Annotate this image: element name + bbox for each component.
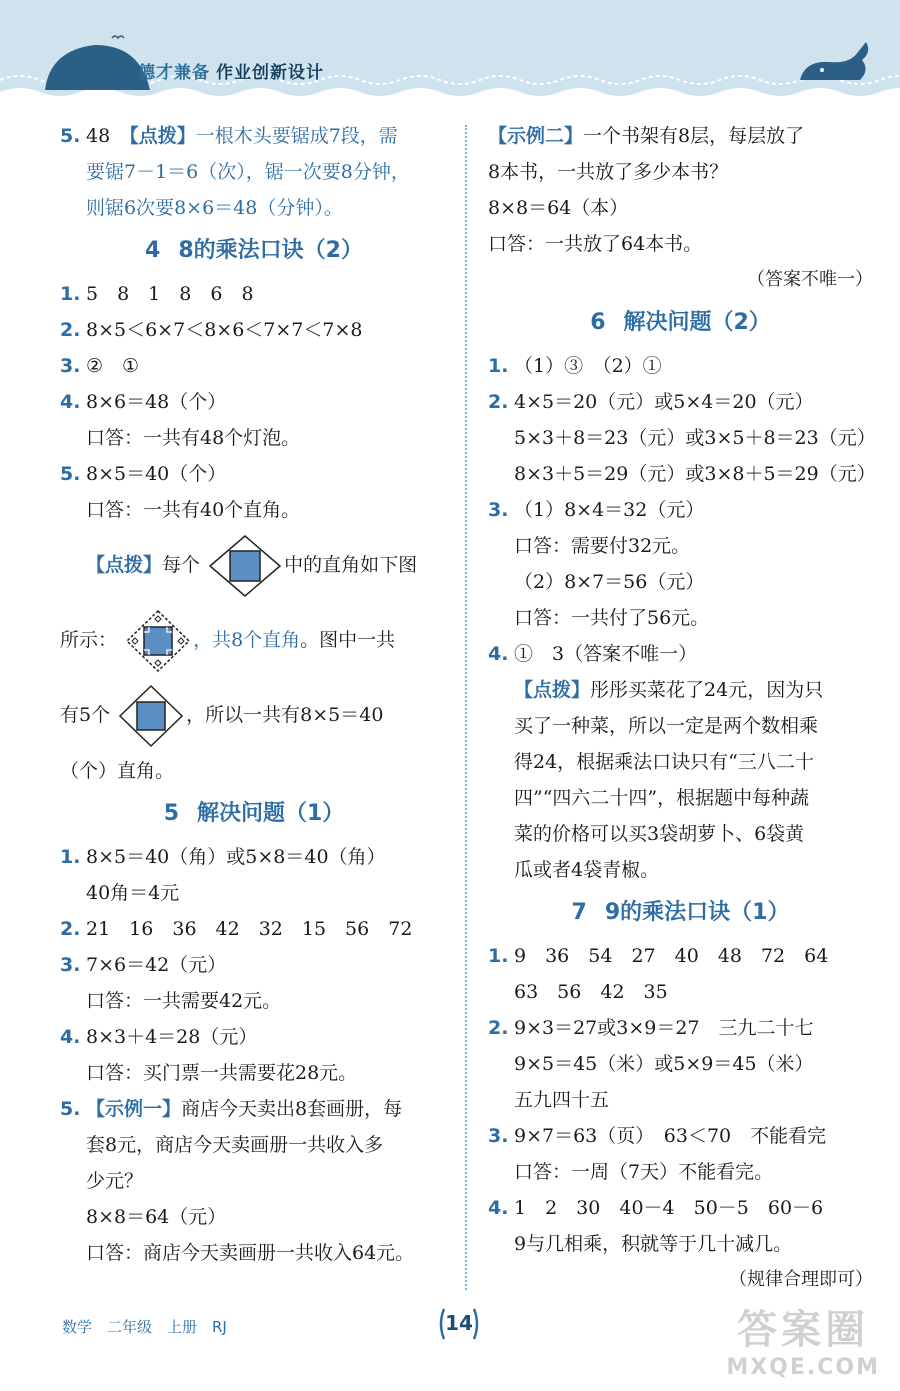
answer-text: 5×3＋8＝23（元）或3×5＋8＝23（元） <box>514 427 876 449</box>
tip-text: 菜的价格可以买3袋胡萝卜、6袋黄 <box>514 823 805 845</box>
tip-text: 则锯6次要8×6＝48（分钟）。 <box>86 197 343 219</box>
answer-text: 1 2 30 40－4 50－5 60－6 <box>514 1197 824 1219</box>
answer-line <box>488 938 873 974</box>
right-column <box>488 118 876 1298</box>
answer-text: 五九四十五 <box>514 1089 610 1111</box>
section-number: 5 <box>163 801 179 826</box>
section-heading: 解决问题（1） <box>197 801 345 826</box>
answer-text: 21 16 36 42 32 15 56 72 <box>86 918 413 940</box>
item-number: 3. <box>488 499 509 521</box>
note-text: （规律合理即可） <box>729 1269 873 1290</box>
answer-text: 5 8 1 8 6 8 <box>86 283 254 305</box>
answer-text: 40角＝4元 <box>86 882 180 904</box>
item-number: 4. <box>60 1026 81 1048</box>
tip-text: 得24，根据乘法口诀只有“三八二十 <box>514 751 814 773</box>
answer-text: 口答：商店今天卖画册一共收入64元。 <box>86 1242 415 1264</box>
item-number: 3. <box>488 1125 509 1147</box>
section-heading: 9的乘法口诀（1） <box>604 900 790 925</box>
tip-label: 【点拨】 <box>86 554 163 576</box>
tip-figure-line <box>60 603 448 678</box>
item-number: 5. <box>60 1098 81 1120</box>
answer-text: 8×5＝40（个） <box>86 463 227 485</box>
answer-line <box>488 1190 873 1226</box>
item-number: 4. <box>60 391 81 413</box>
answer-text: 口答：一共有40个直角。 <box>86 499 301 521</box>
answer-line <box>60 1019 448 1055</box>
tip-text: 每个 <box>162 554 201 576</box>
answer-line <box>60 276 448 312</box>
tip-text: 所示： <box>60 629 118 651</box>
left-column <box>60 118 448 1271</box>
tip-figure-line <box>60 528 448 603</box>
answer-text: 7×6＝42（元） <box>86 954 227 976</box>
answer-text: 口答：一共付了56元。 <box>514 607 710 629</box>
answer-line <box>60 839 448 875</box>
item-number: 3. <box>60 355 81 377</box>
brand-name: 德才兼备 <box>138 63 210 83</box>
answer-text: 口答：买门票一共需要花28元。 <box>86 1062 358 1084</box>
answer-line <box>488 636 873 672</box>
tip-text: 彤彤买菜花了24元，因为只 <box>590 679 824 701</box>
item-number: 1. <box>488 355 509 377</box>
tip-label: 【点拨】 <box>129 125 196 147</box>
watermark-url: MXQE.COM <box>726 1355 880 1380</box>
answer-text: 一个书架有8层，每层放了 <box>583 125 805 147</box>
watermark-title: 答案圈 <box>737 1307 870 1353</box>
tip-text: （个）直角。 <box>60 760 175 782</box>
answer-text: 48 <box>86 125 130 147</box>
tip-text: 有5个 <box>60 704 111 726</box>
item-number: 2. <box>60 319 81 341</box>
column-divider <box>465 125 467 1290</box>
answer-text: 8×3＋5＝29（元）或3×8＋5＝29（元） <box>514 463 876 485</box>
answer-line <box>488 1010 873 1046</box>
item-number: 1. <box>60 846 81 868</box>
answer-line <box>60 118 448 154</box>
answer-text: 8×5＝40（角）或5×8＝40（角） <box>86 846 386 868</box>
answer-text: 63 56 42 35 <box>514 981 668 1003</box>
answer-text: 9×3＝27或3×9＝27 三九二十七 <box>514 1017 814 1039</box>
tip-text: 中的直角如下图 <box>284 554 418 576</box>
answer-text: 9×7＝63（页） 63＜70 不能看完 <box>514 1125 827 1147</box>
footer-subject: 数学 二年级 上册 RJ <box>62 1318 227 1336</box>
answer-line <box>60 947 448 983</box>
answer-line <box>488 348 873 384</box>
answer-text: 商店今天卖出8套画册，每 <box>181 1098 403 1120</box>
answer-text: 8×6＝48（个） <box>86 391 227 413</box>
tip-text: 一根木头要锯成7段，需 <box>195 125 398 147</box>
brand-series: 作业创新设计 <box>216 63 324 83</box>
answer-text: （1）8×4＝32（元） <box>514 499 705 521</box>
answer-text: 套8元，商店今天卖画册一共收入多 <box>86 1134 384 1156</box>
section-number: 7 <box>571 900 587 925</box>
answer-text: 9 36 54 27 40 48 72 64 <box>514 945 829 967</box>
answer-line <box>488 1118 873 1154</box>
answer-text: 8×3＋4＝28（元） <box>86 1026 258 1048</box>
section-title <box>60 226 448 276</box>
answer-text: 口答：一共放了64本书。 <box>488 233 703 255</box>
answer-line <box>60 348 448 384</box>
section-title <box>60 789 448 839</box>
answer-text: 9与几相乘，积就等于几十减几。 <box>514 1233 793 1255</box>
answer-text: 口答：一共有48个灯泡。 <box>86 427 301 449</box>
answer-text: 9×5＝45（米）或5×9＝45（米） <box>514 1053 814 1075</box>
answer-line <box>488 384 873 420</box>
marked-angles-figure <box>125 609 191 673</box>
tip-text: ，共8个直角 <box>193 629 301 651</box>
item-number: 2. <box>488 1017 509 1039</box>
item-number: 1. <box>488 945 509 967</box>
tip-label: 【点拨】 <box>514 679 591 701</box>
diamond-square-figure <box>208 534 282 598</box>
island-graphic <box>45 45 150 90</box>
tip-text: 要锯7－1＝6（次），锯一次要8分钟， <box>86 161 410 183</box>
section-heading: 8的乘法口诀（2） <box>178 238 363 263</box>
answer-line <box>488 492 873 528</box>
item-number: 4. <box>488 643 509 665</box>
answer-text: 口答：需要付32元。 <box>514 535 691 557</box>
answer-line <box>60 312 448 348</box>
header-brand <box>138 58 324 83</box>
answer-line <box>60 1091 448 1127</box>
tip-figure-line <box>60 678 448 753</box>
answer-text: 8本书，一共放了多少本书？ <box>488 161 729 183</box>
page-number: 14 <box>445 1311 473 1335</box>
item-number: 5. <box>60 463 81 485</box>
item-number: 3. <box>60 954 81 976</box>
answer-line <box>60 384 448 420</box>
answer-text: 8×5＜6×7＜8×6＜7×7＜7×8 <box>86 319 363 341</box>
tip-line <box>488 672 873 708</box>
tip-text: 四”“四六二十四”，根据题中每种蔬 <box>514 787 810 809</box>
item-number: 2. <box>60 918 81 940</box>
watermark <box>726 1298 880 1380</box>
answer-text: （1）③ （2）① <box>514 355 662 377</box>
section-title <box>488 888 873 938</box>
whale-icon <box>800 42 868 80</box>
example-label: 【示例一】 <box>86 1098 182 1120</box>
answer-line <box>60 911 448 947</box>
answer-line <box>488 118 873 154</box>
answer-text: 口答：一共需要42元。 <box>86 990 282 1012</box>
answer-text: ① 3（答案不唯一） <box>514 643 698 665</box>
tip-text: 。图中一共 <box>300 629 396 651</box>
answer-text: 少元？ <box>86 1170 144 1192</box>
section-title <box>488 298 873 348</box>
section-number: 6 <box>590 310 606 335</box>
header-wave-graphic <box>0 0 900 110</box>
page-number-badge <box>436 1305 482 1343</box>
diamond-square-figure <box>118 684 184 748</box>
tip-text: 瓜或者4袋青椒。 <box>514 859 660 881</box>
answer-text: 口答：一周（7天）不能看完。 <box>514 1161 774 1183</box>
answer-line <box>60 456 448 492</box>
section-number: 4 <box>145 238 161 263</box>
answer-text: 8×8＝64（本） <box>488 197 629 219</box>
bird-icon <box>112 36 124 38</box>
item-number: 5. <box>60 125 81 147</box>
item-number: 4. <box>488 1197 509 1219</box>
answer-text: 8×8＝64（元） <box>86 1206 227 1228</box>
example-label: 【示例二】 <box>488 125 584 147</box>
note-text: （答案不唯一） <box>747 269 873 290</box>
item-number: 1. <box>60 283 81 305</box>
item-number: 2. <box>488 391 509 413</box>
tip-text: 买了一种菜，所以一定是两个数相乘 <box>514 715 819 737</box>
tip-text: ，所以一共有8×5＝40 <box>186 704 384 726</box>
answer-text: （2）8×7＝56（元） <box>514 571 705 593</box>
section-heading: 解决问题（2） <box>623 310 771 335</box>
page-header <box>0 0 900 110</box>
answer-text: ② ① <box>86 355 140 377</box>
answer-text: 4×5＝20（元）或5×4＝20（元） <box>514 391 814 413</box>
